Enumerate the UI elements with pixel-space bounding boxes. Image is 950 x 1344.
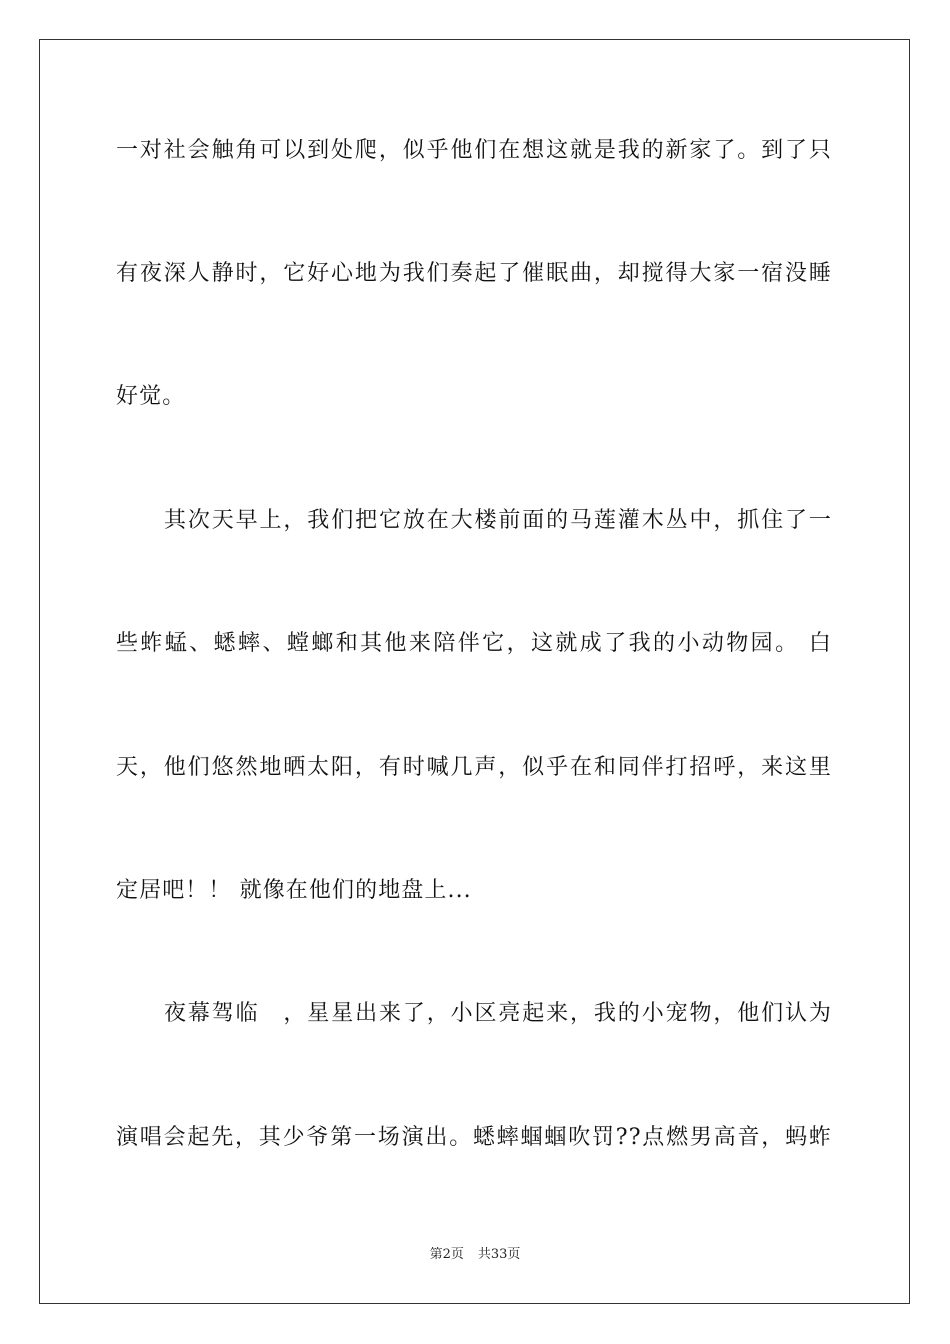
text-line-8: 夜幕驾临 ，星星出来了，小区亮起来，我的小宠物，他们认为 [164, 1001, 832, 1026]
text-line-6: 天，他们悠然地晒太阳，有时喊几声，似乎在和同伴打招呼，来这里 [116, 755, 832, 780]
text-line-5: 些蚱蜢、蟋蟀、螳螂和其他来陪伴它，这就成了我的小动物园。 白 [116, 631, 832, 656]
text-line-9: 演唱会起先，其少爷第一场演出。蟋蟀蝈蝈吹罚??点燃男高音，蚂蚱 [116, 1125, 832, 1150]
page-border [39, 39, 910, 1304]
text-line-7: 定居吧！！ 就像在他们的地盘上... [116, 878, 472, 903]
text-line-3: 好觉。 [116, 384, 186, 409]
text-line-4: 其次天早上，我们把它放在大楼前面的马莲灌木丛中，抓住了一 [164, 508, 832, 533]
text-line-1: 一对社会触角可以到处爬，似乎他们在想这就是我的新家了。到了只 [116, 138, 832, 163]
text-line-2: 有夜深人静时，它好心地为我们奏起了催眠曲，却搅得大家一宿没睡 [116, 261, 832, 286]
page-number: 第2页 [429, 1247, 464, 1262]
total-pages: 共33页 [477, 1247, 521, 1262]
page-footer [0, 1246, 950, 1264]
